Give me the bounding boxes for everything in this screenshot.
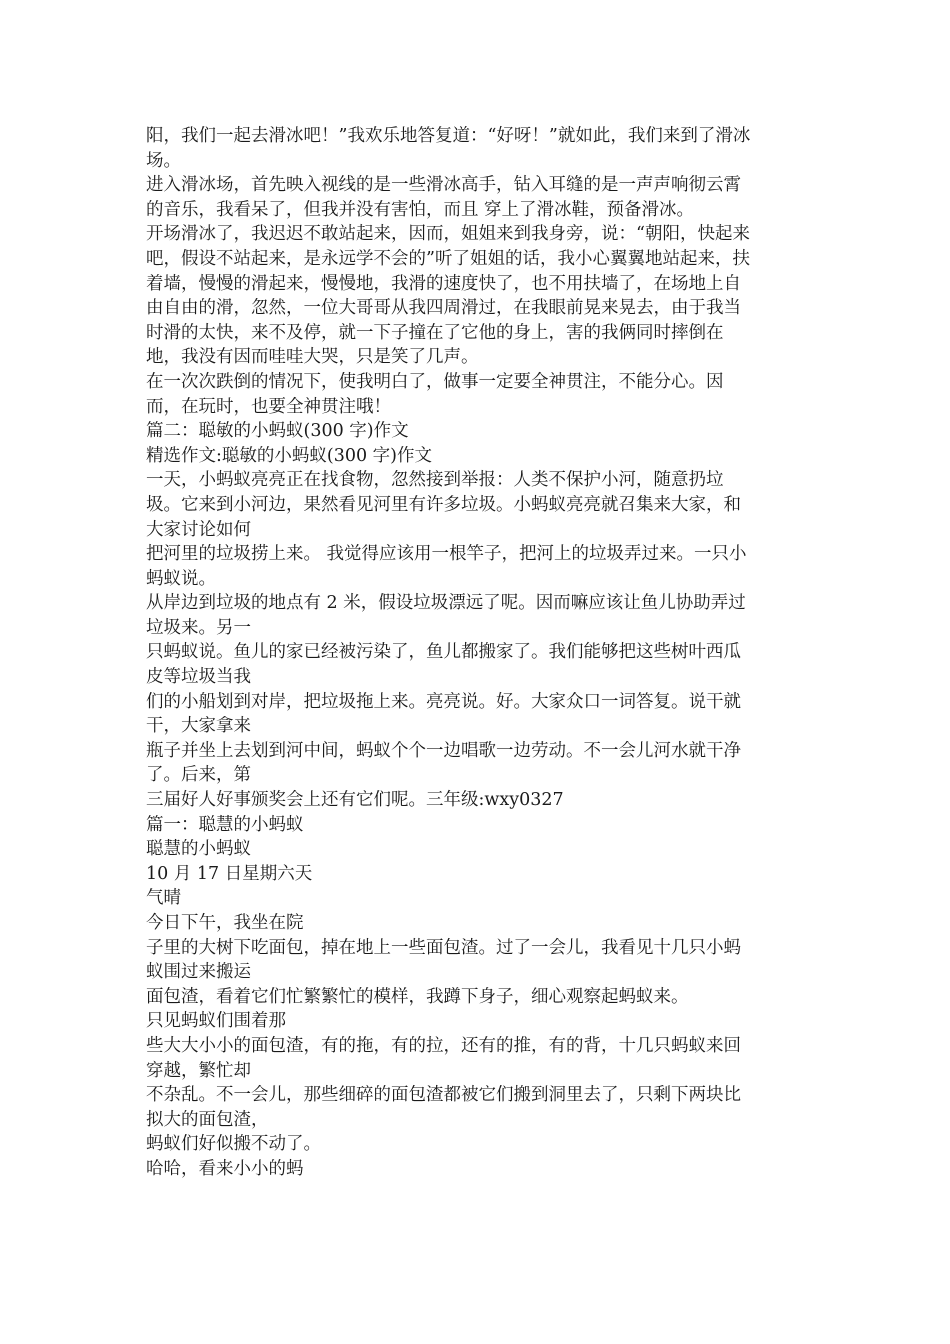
- text-line: 蚁围过来搬运: [146, 962, 251, 983]
- text-line: 皮等垃圾当我: [146, 667, 251, 688]
- text-line: 阳，我们一起去滑冰吧！”我欢乐地答复道：“好呀！”就如此，我们来到了滑冰: [146, 126, 751, 146]
- text-line: 穿越，繁忙却: [146, 1060, 251, 1081]
- text-line: 把河里的垃圾捞上来。 我觉得应该用一根竿子，把河上的垃圾弄过来。一只小: [146, 544, 747, 565]
- weather-line: 气晴: [146, 888, 181, 909]
- text-line: 时滑的太快，来不及停，就一下子撞在了它他的身上，害的我俩同时摔倒在: [146, 322, 724, 343]
- text-line: 面包渣，看着它们忙繁繁忙的模样，我蹲下身子，细心观察起蚂蚁来。: [146, 986, 689, 1007]
- section-subheading: 精选作文:聪敏的小蚂蚁(300 字)作文: [146, 445, 433, 466]
- text-line: 瓶子并坐上去划到河中间，蚂蚁个个一边唱歌一边劳动。不一会儿河水就干净: [146, 740, 741, 761]
- text-line: 的音乐，我看呆了，但我并没有害怕，而且 穿上了滑冰鞋，预备滑冰。: [146, 199, 695, 220]
- text-line: 地，我没有因而哇哇大哭，只是笑了几声。: [146, 347, 479, 368]
- text-line: 吧，假设不站起来，是永远学不会的”听了姐姐的话，我小心翼翼地站起来，扶: [146, 248, 750, 269]
- text-line: 哈哈，看来小小的蚂: [146, 1158, 304, 1179]
- text-line: 只蚂蚁说。鱼儿的家已经被污染了，鱼儿都搬家了。我们能够把这些树叶西瓜: [146, 642, 741, 663]
- document-body: [146, 124, 808, 1182]
- text-line: 进入滑冰场，首先映入视线的是一些滑冰高手，钻入耳缝的是一声声响彻云霄: [146, 175, 741, 196]
- text-line: 而，在玩时，也要全神贯注哦！: [146, 396, 391, 417]
- section-heading: 篇一：聪慧的小蚂蚁: [146, 814, 304, 835]
- text-line: 三届好人好事颁奖会上还有它们呢。三年级:wxy0327: [146, 790, 564, 811]
- date-line: 10 月 17 日星期六天: [146, 863, 313, 884]
- text-line: 着墙，慢慢的滑起来，慢慢地，我滑的速度快了，也不用扶墙了，在场地上自: [146, 273, 741, 294]
- text-line: 蚂蚁说。: [146, 568, 216, 589]
- text-line: 子里的大树下吃面包，掉在地上一些面包渣。过了一会儿，我看见十几只小蚂: [146, 937, 741, 958]
- text-line: 场。: [146, 150, 181, 171]
- section-subheading: 聪慧的小蚂蚁: [146, 839, 251, 860]
- text-line: 在一次次跌倒的情况下，使我明白了，做事一定要全神贯注，不能分心。因: [146, 371, 724, 392]
- text-line: 大家讨论如何: [146, 519, 251, 540]
- text-line: 干，大家拿来: [146, 716, 251, 737]
- text-line: 了。后来，第: [146, 765, 251, 786]
- text-line: 只见蚂蚁们围着那: [146, 1011, 286, 1032]
- text-line: 拟大的面包渣，: [146, 1109, 269, 1130]
- text-line: 一天，小蚂蚁亮亮正在找食物，忽然接到举报：人类不保护小河，随意扔垃: [146, 470, 724, 491]
- text-line: 今日下午，我坐在院: [146, 913, 304, 933]
- text-line: 蚂蚁们好似搬不动了。: [146, 1134, 321, 1155]
- text-line: 由自由的滑，忽然，一位大哥哥从我四周滑过，在我眼前晃来晃去，由于我当: [146, 298, 741, 319]
- text-line: 从岸边到垃圾的地点有 2 米，假设垃圾漂远了呢。因而嘛应该让鱼儿协助弄过: [146, 593, 746, 614]
- text-line: 们的小船划到对岸，把垃圾拖上来。亮亮说。好。大家众口一词答复。说干就: [146, 691, 741, 712]
- section-heading: 篇二：聪敏的小蚂蚁(300 字)作文: [146, 421, 409, 442]
- text-line: 不杂乱。不一会儿，那些细碎的面包渣都被它们搬到洞里去了，只剩下两块比: [146, 1085, 741, 1106]
- text-line: 圾。它来到小河边，果然看见河里有许多垃圾。小蚂蚁亮亮就召集来大家，和: [146, 494, 741, 515]
- text-line: 开场滑冰了，我迟迟不敢站起来，因而，姐姐来到我身旁，说：“朝阳，快起来: [146, 224, 750, 245]
- text-line: 垃圾来。另一: [146, 617, 251, 638]
- text-line: 些大大小小的面包渣，有的拖，有的拉，还有的推，有的背，十几只蚂蚁来回: [146, 1035, 741, 1056]
